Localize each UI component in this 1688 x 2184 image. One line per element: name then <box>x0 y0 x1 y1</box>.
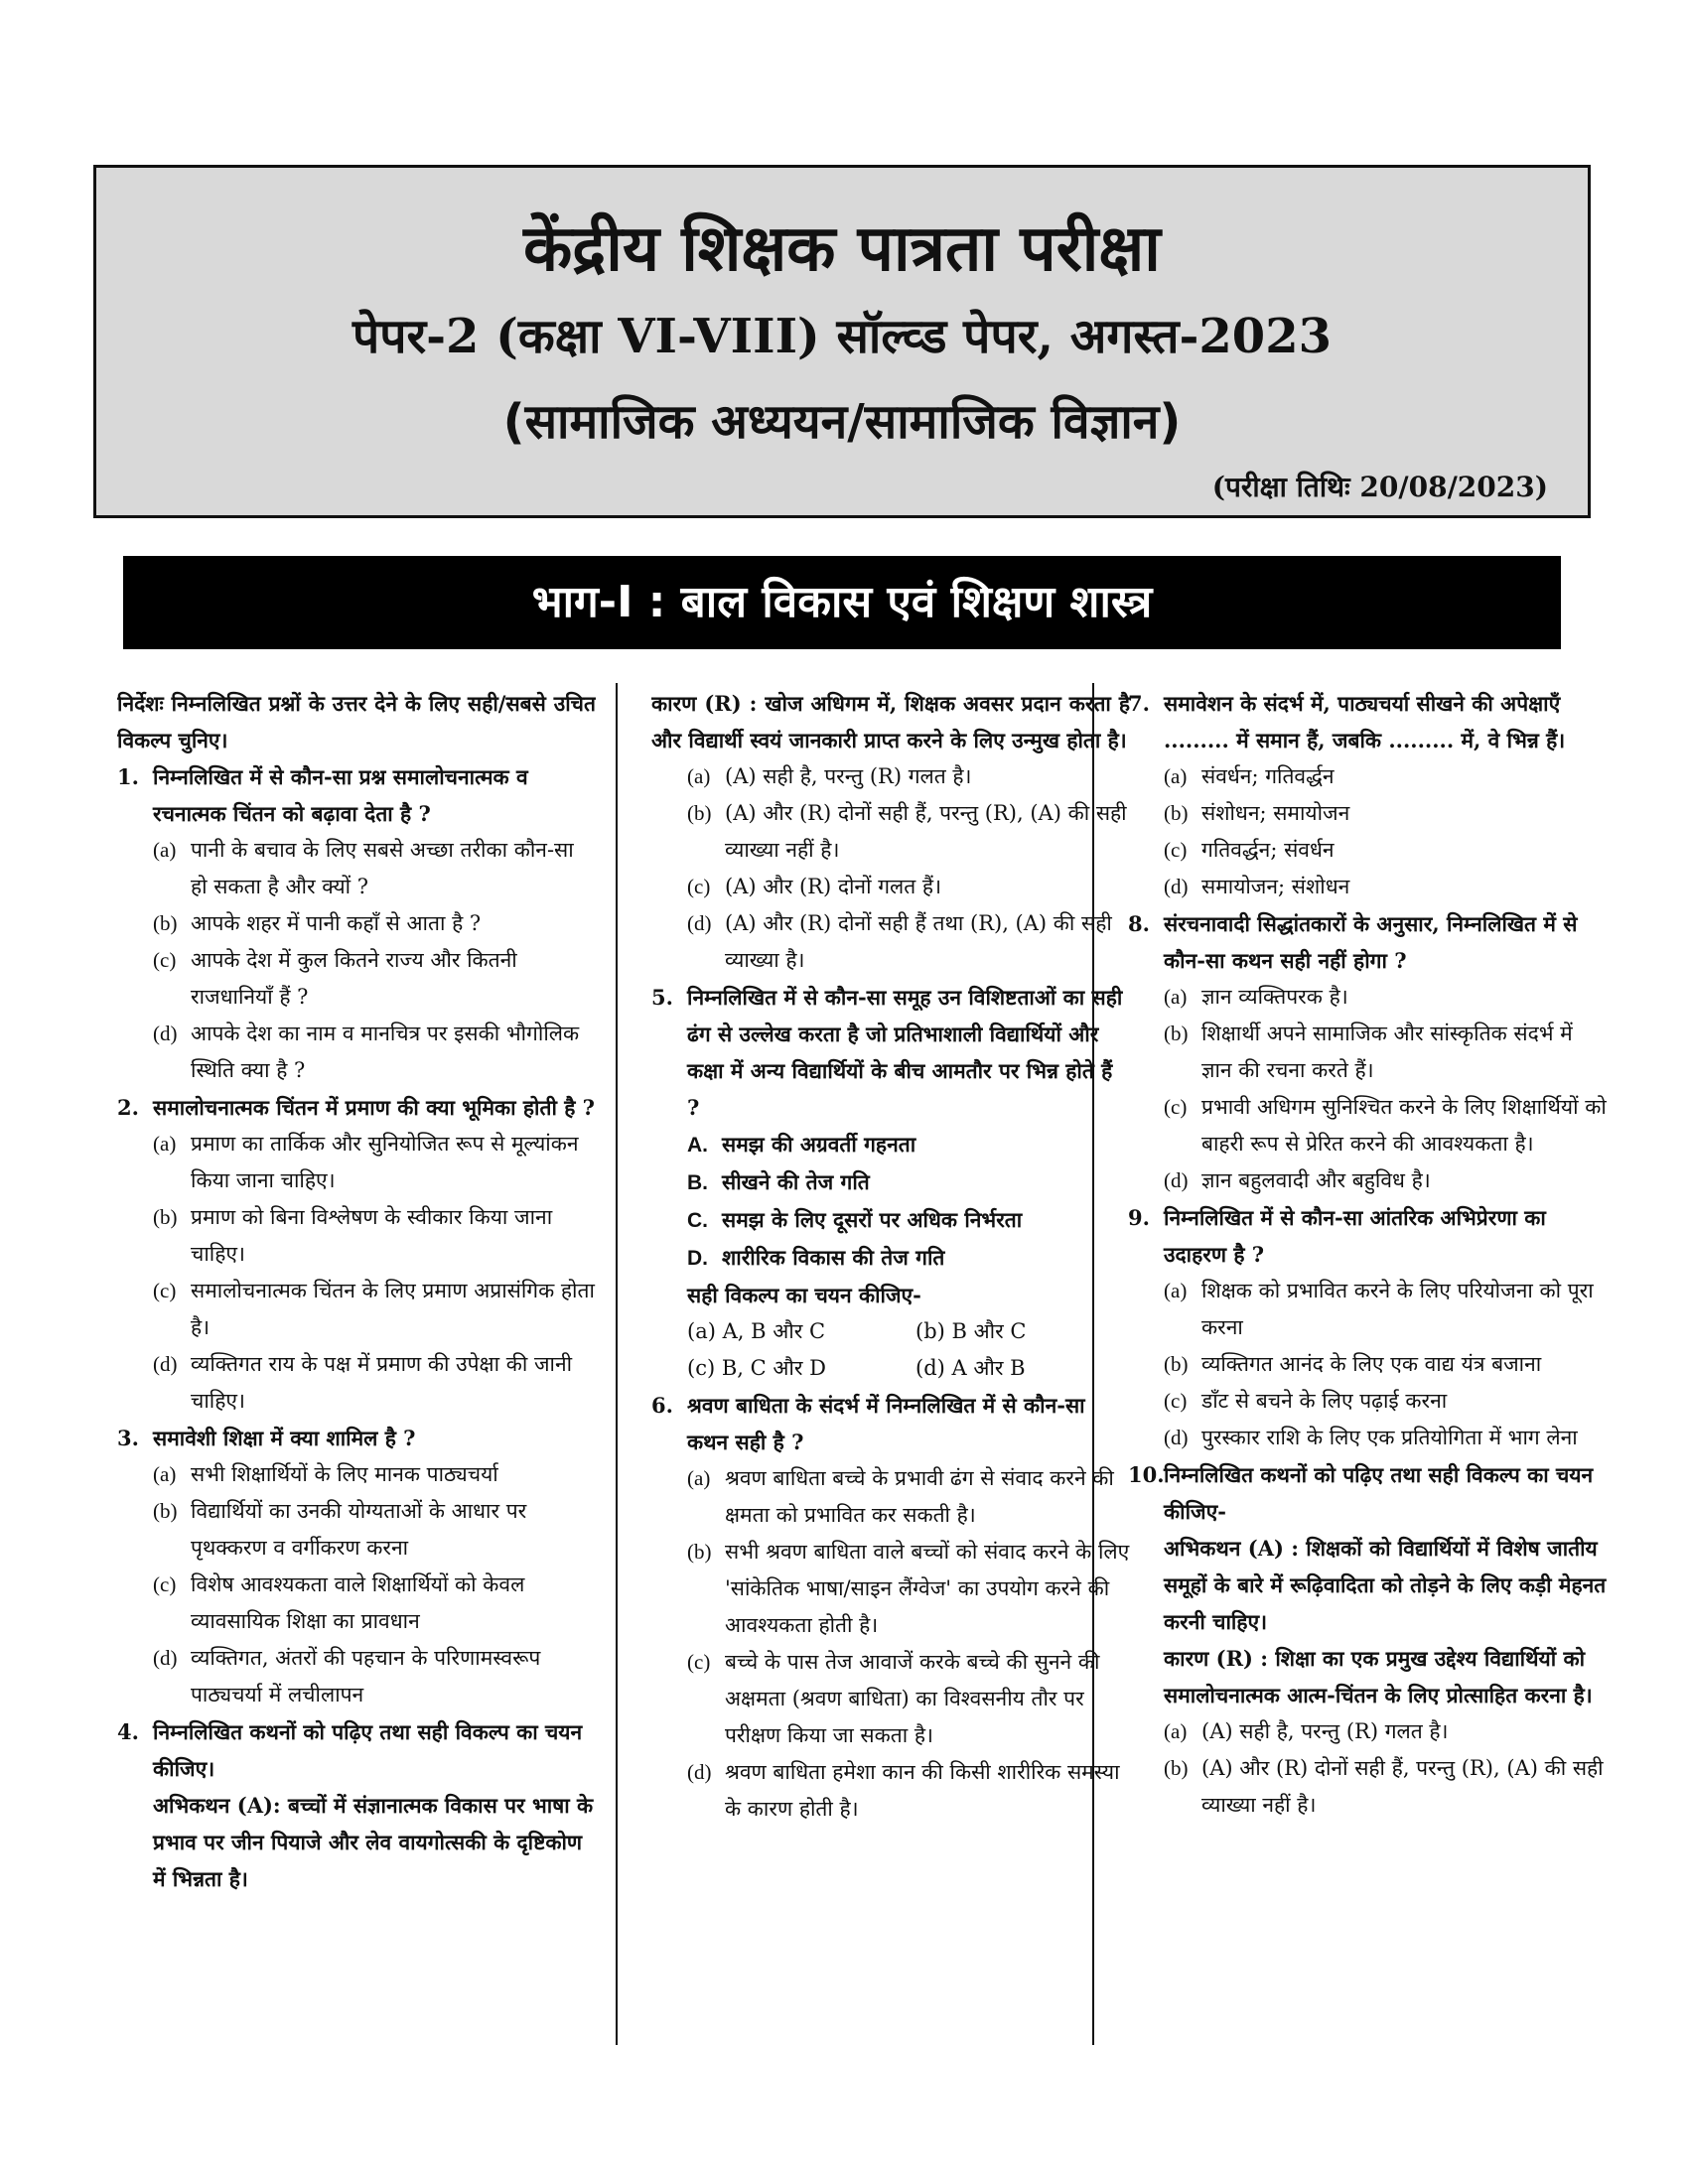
column-divider <box>616 683 618 2045</box>
question-text <box>117 1713 596 1787</box>
option-text: समालोचनात्मक चिंतन के लिए प्रमाण अप्रासंगिक होता है। <box>191 1279 595 1339</box>
option-c[interactable] <box>117 1273 596 1346</box>
option-c[interactable] <box>651 869 1130 905</box>
question-7 <box>1128 685 1607 905</box>
question-6 <box>651 1387 1130 1828</box>
option-a[interactable] <box>1128 979 1607 1016</box>
option-label: (a) <box>153 1462 177 1486</box>
exam-date: (परीक्षा तिथिः 20/08/2023) <box>1211 471 1548 503</box>
option-text: ज्ञान बहुलवादी और बहुविध है। <box>1201 1168 1431 1192</box>
choose-instruction: सही विकल्प का चयन कीजिए- <box>687 1283 921 1307</box>
question-number: 1. <box>117 764 139 789</box>
option-d[interactable] <box>1128 869 1607 905</box>
option-text: पानी के बचाव के लिए सबसे अच्छा तरीका कौन-सा हो सकता है और क्यों ? <box>191 838 574 898</box>
option-d[interactable] <box>1128 1420 1607 1456</box>
question-number: 7. <box>1128 691 1150 716</box>
question-4-continued <box>651 685 1130 979</box>
subject-title: (सामाजिक अध्ययन/सामाजिक विज्ञान) <box>502 394 1182 450</box>
option-label: (c) <box>1164 838 1188 862</box>
question-number: 4. <box>117 1719 139 1744</box>
option-label: (d) <box>915 1356 945 1380</box>
option-a[interactable] <box>117 832 596 905</box>
option-text: पुरस्कार राशि के लिए एक प्रतियोगिता में भाग लेना <box>1201 1426 1578 1449</box>
option-text: (A) सही है, परन्तु (R) गलत है। <box>1201 1719 1449 1743</box>
option-text: व्यक्तिगत, अंतरों की पहचान के परिणामस्वरूप पाठ्यचर्या में लचीलापन <box>191 1646 541 1706</box>
option-label: (d) <box>153 1022 178 1045</box>
option-text: ज्ञान व्यक्तिपरक है। <box>1201 985 1348 1009</box>
option-text: शिक्षार्थी अपने सामाजिक और सांस्कृतिक संदर्भ में ज्ञान की रचना करते हैं। <box>1201 1022 1573 1082</box>
question-number: 5. <box>651 985 673 1010</box>
option-text: व्यक्तिगत राय के पक्ष में प्रमाण की उपेक्षा की जानी चाहिए। <box>191 1352 573 1413</box>
statement-b <box>651 1163 1130 1201</box>
option-text: विद्यार्थियों का उनकी योग्यताओं के आधार पर पृथक्करण व वर्गीकरण करना <box>191 1499 527 1560</box>
option-b[interactable] <box>1128 1016 1607 1089</box>
statement-text: समझ की अग्रवर्ती गहनता <box>722 1132 916 1157</box>
question-10 <box>1128 1456 1607 1824</box>
option-text: प्रभावी अधिगम सुनिश्चित करने के लिए शिक्षार्थियों को बाहरी रूप से प्रेरित करने की आवश्यकता है। <box>1201 1095 1607 1156</box>
column-3 <box>1128 685 1607 2045</box>
option-d[interactable] <box>1128 1162 1607 1199</box>
option-text: व्यक्तिगत आनंद के लिए एक वाद्य यंत्र बजाना <box>1201 1352 1542 1376</box>
option-text: (A) और (R) दोनों सही हैं तथा (R), (A) की सही व्याख्या है। <box>725 911 1112 972</box>
option-text: संवर्धन; गतिवर्द्धन <box>1201 764 1335 788</box>
question-9 <box>1128 1199 1607 1456</box>
reason-text: कारण (R) : खोज अधिगम में, शिक्षक अवसर प्रदान करता है और विद्यार्थी स्वयं जानकारी प्राप्त करने के लिए उन्मुख होता है। <box>651 691 1130 752</box>
option-label: (c) <box>687 875 711 898</box>
question-5 <box>651 979 1130 1387</box>
assertion-text: अभिकथन (A): बच्चों में संज्ञानात्मक विकास पर भाषा के प्रभाव पर जीन पियाजे और लेव वायगोत्सकी के दृष्टिकोण में भिन्नता है। <box>153 1793 594 1891</box>
option-a[interactable] <box>117 1126 596 1199</box>
option-label: (d) <box>153 1646 178 1670</box>
question-1 <box>117 758 596 1089</box>
option-text: B, C और D <box>721 1356 826 1380</box>
option-c[interactable] <box>687 1350 915 1387</box>
option-b[interactable] <box>651 795 1130 869</box>
option-label: (a) <box>153 1132 177 1156</box>
option-text: प्रमाण का तार्किक और सुनियोजित रूप से मूल्यांकन किया जाना चाहिए। <box>191 1132 579 1192</box>
option-c[interactable] <box>117 1567 596 1640</box>
option-text: B और C <box>951 1319 1027 1343</box>
option-label: (b) <box>153 1205 178 1229</box>
question-text <box>651 979 1130 1126</box>
question-text <box>117 758 596 832</box>
option-text: श्रवण बाधिता हमेशा कान की किसी शारीरिक समस्या के कारण होती है। <box>725 1760 1120 1821</box>
option-d[interactable] <box>117 1640 596 1713</box>
option-text: A और B <box>951 1356 1026 1380</box>
option-label: (a) <box>1164 985 1188 1009</box>
option-label: (b) <box>1164 801 1189 825</box>
option-label: (c) <box>687 1356 716 1380</box>
statement-c <box>651 1201 1130 1239</box>
option-label: (c) <box>153 948 177 972</box>
option-label: (d) <box>687 911 712 935</box>
option-label: (a) <box>153 838 177 862</box>
paper-subtitle: पेपर-2 (कक्षा VI-VIII) सॉल्व्ड पेपर, अगस्त-2023 <box>352 309 1333 364</box>
question-text <box>1128 1456 1607 1530</box>
option-a[interactable] <box>1128 758 1607 795</box>
option-label: (c) <box>153 1279 177 1302</box>
option-b[interactable] <box>1128 1750 1607 1824</box>
question-3 <box>117 1420 596 1713</box>
question-text <box>117 1420 596 1456</box>
option-c[interactable] <box>1128 1383 1607 1420</box>
option-b[interactable] <box>1128 1346 1607 1383</box>
page-title: केंद्रीय शिक्षक पात्रता परीक्षा <box>523 212 1161 286</box>
option-label: (a) <box>1164 1279 1188 1302</box>
option-text: श्रवण बाधिता बच्चे के प्रभावी ढंग से संवाद करने की क्षमता को प्रभावित कर सकती है। <box>725 1466 1114 1527</box>
question-stem: निम्नलिखित में से कौन-सा प्रश्न समालोचनात्मक व रचनात्मक चिंतन को बढ़ावा देता है ? <box>153 764 528 826</box>
statement-label: B. <box>687 1171 708 1194</box>
option-label: (b) <box>1164 1756 1189 1780</box>
option-text: बच्चे के पास तेज आवाजें करके बच्चे की सुनने की अक्षमता (श्रवण बाधिता) का विश्वसनीय तौर पर परीक्षण किया जा सकता है। <box>725 1650 1100 1747</box>
question-stem: संरचनावादी सिद्धांतकारों के अनुसार, निम्नलिखित में से कौन-सा कथन सही नहीं होगा ? <box>1164 911 1578 973</box>
option-c[interactable] <box>651 1644 1130 1754</box>
question-2 <box>117 1089 596 1420</box>
question-number: 3. <box>117 1426 139 1450</box>
question-stem: समालोचनात्मक चिंतन में प्रमाण की क्या भूमिका होती है ? <box>153 1095 595 1120</box>
option-label: (d) <box>1164 875 1189 898</box>
option-text: समायोजन; संशोधन <box>1201 875 1350 898</box>
question-number: 2. <box>117 1095 139 1120</box>
question-stem: श्रवण बाधिता के संदर्भ में निम्नलिखित में से कौन-सा कथन सही है ? <box>687 1393 1085 1454</box>
statement-text: शारीरिक विकास की तेज गति <box>722 1245 945 1270</box>
option-text: डाँट से बचने के लिए पढ़ाई करना <box>1201 1389 1448 1413</box>
column-1 <box>117 685 596 2045</box>
option-label: (c) <box>153 1572 177 1596</box>
option-text: प्रमाण को बिना विश्लेषण के स्वीकार किया जाना चाहिए। <box>191 1205 553 1266</box>
option-a[interactable] <box>1128 1273 1607 1346</box>
option-d[interactable] <box>117 1016 596 1089</box>
option-text: गतिवर्द्धन; संवर्धन <box>1201 838 1335 862</box>
question-number: 8. <box>1128 911 1150 936</box>
option-text: (A) सही है, परन्तु (R) गलत है। <box>725 764 972 788</box>
option-label: (a) <box>687 1319 716 1343</box>
statement-a <box>651 1126 1130 1163</box>
question-text <box>1128 905 1607 979</box>
option-text: (A) और (R) दोनों गलत हैं। <box>725 875 942 898</box>
option-label: (c) <box>1164 1389 1188 1413</box>
option-b[interactable] <box>651 1534 1130 1644</box>
option-c[interactable] <box>1128 832 1607 869</box>
statement-d <box>651 1239 1130 1277</box>
statement-label: C. <box>687 1209 708 1232</box>
question-stem: निम्नलिखित में से कौन-सा समूह उन विशिष्टताओं का सही ढंग से उल्लेख करता है जो प्रतिभाशाली विद्यार्थियों और कक्षा में अन्य विद्यार्थियों के बीच आमतौर पर भिन्न होते हैं ? <box>687 985 1123 1120</box>
option-text: सभी शिक्षार्थियों के लिए मानक पाठ्यचर्या <box>191 1462 498 1486</box>
option-text: A, B और C <box>722 1319 826 1343</box>
question-stem: निम्नलिखित कथनों को पढ़िए तथा सही विकल्प का चयन कीजिए- <box>1164 1462 1594 1524</box>
question-stem: निम्नलिखित में से कौन-सा आंतरिक अभिप्रेरणा का उदाहरण है ? <box>1164 1205 1546 1267</box>
question-text <box>117 1089 596 1126</box>
option-label: (c) <box>1164 1095 1188 1119</box>
option-label: (a) <box>1164 764 1188 788</box>
question-text <box>651 1387 1130 1460</box>
option-b[interactable] <box>117 905 596 942</box>
option-text: विशेष आवश्यकता वाले शिक्षार्थियों को केवल व्यावसायिक शिक्षा का प्रावधान <box>191 1572 525 1633</box>
option-d[interactable] <box>915 1350 1026 1387</box>
option-text: सभी श्रवण बाधिता वाले बच्चों को संवाद करने के लिए 'सांकेतिक भाषा/साइन लैंग्वेज' का उपयोग करने की आवश्यकता होती है। <box>725 1540 1130 1637</box>
option-text: (A) और (R) दोनों सही हैं, परन्तु (R), (A) की सही व्याख्या नहीं है। <box>725 801 1127 862</box>
question-4 <box>117 1713 596 1897</box>
option-row <box>651 1350 1130 1387</box>
section-title-bar: भाग-I : बाल विकास एवं शिक्षण शास्त्र <box>123 556 1561 649</box>
option-label: (b) <box>153 1499 178 1523</box>
option-label: (d) <box>687 1760 712 1784</box>
option-text: आपके देश में कुल कितने राज्य और कितनी राजधानियाँ हैं ? <box>191 948 517 1009</box>
option-a[interactable] <box>651 758 1130 795</box>
option-text: संशोधन; समायोजन <box>1201 801 1350 825</box>
option-label: (b) <box>687 801 712 825</box>
question-stem: समावेशन के संदर्भ में, पाठ्यचर्या सीखने की अपेक्षाएँ ......... में समान हैं, जबकि ......... में, वे भिन्न हैं। <box>1164 691 1566 752</box>
option-d[interactable] <box>117 1346 596 1420</box>
option-label: (a) <box>687 764 711 788</box>
statement-text: सीखने की तेज गति <box>722 1169 870 1194</box>
option-text: (A) और (R) दोनों सही हैं, परन्तु (R), (A) की सही व्याख्या नहीं है। <box>1201 1756 1604 1817</box>
option-b[interactable] <box>117 1493 596 1567</box>
question-stem: निम्नलिखित कथनों को पढ़िए तथा सही विकल्प का चयन कीजिए। <box>153 1719 583 1781</box>
option-label: (c) <box>687 1650 711 1674</box>
option-label: (b) <box>1164 1352 1189 1376</box>
statement-label: A. <box>687 1134 708 1157</box>
option-text: आपके देश का नाम व मानचित्र पर इसकी भौगोलिक स्थिति क्या है ? <box>191 1022 580 1082</box>
question-number: 10. <box>1128 1462 1165 1487</box>
option-a[interactable] <box>1128 1713 1607 1750</box>
option-label: (d) <box>153 1352 178 1376</box>
option-label: (a) <box>687 1466 711 1490</box>
option-row <box>651 1313 1130 1350</box>
option-d[interactable] <box>651 1754 1130 1828</box>
option-b[interactable] <box>915 1313 1026 1350</box>
reason-text: कारण (R) : शिक्षा का एक प्रमुख उद्देश्य विद्यार्थियों को समालोचनात्मक आत्म-चिंतन के लिए प्रोत्साहित करना है। <box>1164 1646 1593 1707</box>
option-label: (b) <box>153 911 178 935</box>
question-8 <box>1128 905 1607 1199</box>
option-b[interactable] <box>1128 795 1607 832</box>
column-2 <box>651 685 1130 2045</box>
option-c[interactable] <box>117 942 596 1016</box>
question-number: 9. <box>1128 1205 1150 1230</box>
option-text: शिक्षक को प्रभावित करने के लिए परियोजना को पूरा करना <box>1201 1279 1594 1339</box>
option-a[interactable] <box>117 1456 596 1493</box>
statement-text: समझ के लिए दूसरों पर अधिक निर्भरता <box>722 1207 1023 1232</box>
option-c[interactable] <box>1128 1089 1607 1162</box>
option-label: (d) <box>1164 1426 1189 1449</box>
option-b[interactable] <box>117 1199 596 1273</box>
question-number: 6. <box>651 1393 673 1418</box>
question-stem: समावेशी शिक्षा में क्या शामिल है ? <box>153 1426 416 1450</box>
option-label: (b) <box>1164 1022 1189 1045</box>
header-box <box>93 165 1591 518</box>
statement-label: D. <box>687 1247 708 1270</box>
option-a[interactable] <box>687 1313 915 1350</box>
option-label: (d) <box>1164 1168 1189 1192</box>
option-label: (b) <box>687 1540 712 1564</box>
option-a[interactable] <box>651 1460 1130 1534</box>
instruction-text: निर्देशः निम्नलिखित प्रश्नों के उत्तर देने के लिए सही/सबसे उचित विकल्प चुनिए। <box>117 691 596 752</box>
option-text: आपके शहर में पानी कहाँ से आता है ? <box>191 911 482 935</box>
option-d[interactable] <box>651 905 1130 979</box>
option-label: (a) <box>1164 1719 1188 1743</box>
option-label: (b) <box>915 1319 945 1343</box>
question-text <box>1128 1199 1607 1273</box>
question-text <box>1128 685 1607 758</box>
assertion-text: अभिकथन (A) : शिक्षकों को विद्यार्थियों में विशेष जातीय समूहों के बारे में रूढ़िवादिता को तोड़ने के लिए कड़ी मेहनत करनी चाहिए। <box>1164 1536 1607 1634</box>
